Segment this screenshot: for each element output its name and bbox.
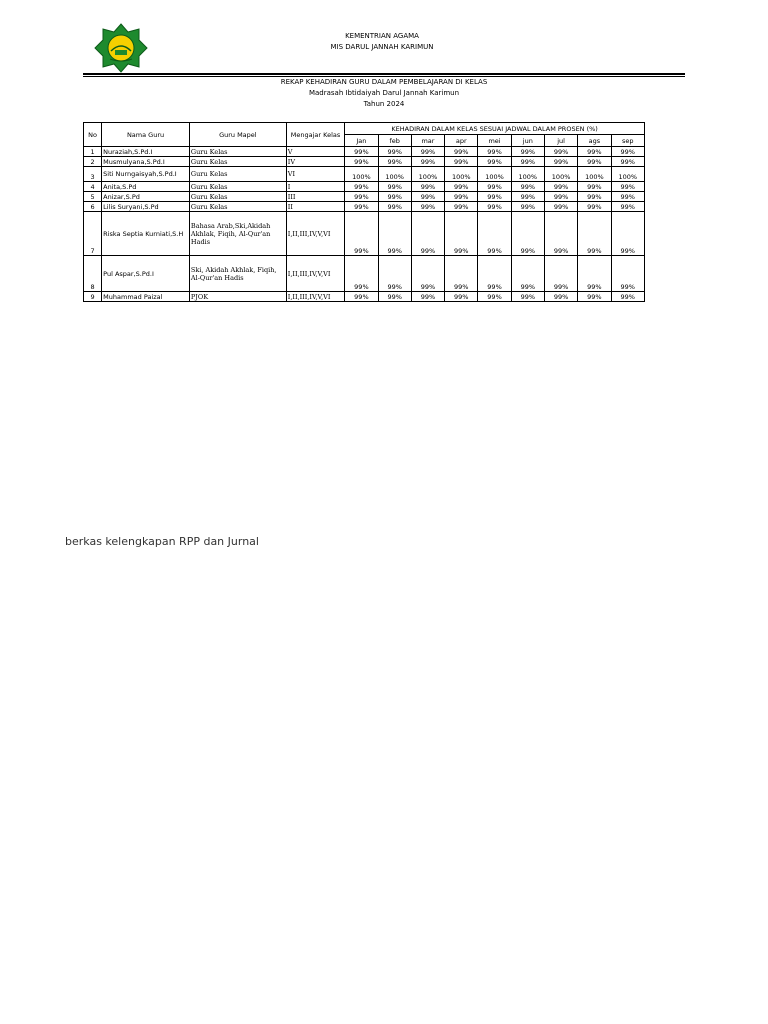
attendance-percent: 99%: [544, 202, 577, 212]
document-year: Tahun 2024: [363, 100, 405, 108]
attendance-percent: 99%: [511, 256, 544, 292]
teacher-name: Anizar,S.Pd: [102, 192, 190, 202]
row-number: 5: [84, 192, 102, 202]
attendance-percent: 99%: [578, 192, 611, 202]
attendance-percent: 99%: [378, 147, 411, 157]
attendance-percent: 99%: [578, 157, 611, 167]
table-row: [84, 147, 645, 157]
teacher-name: Lilis Suryani,S.Pd: [102, 202, 190, 212]
attendance-percent: 99%: [411, 256, 444, 292]
table-row: [84, 212, 645, 256]
attendance-percent: 99%: [345, 292, 378, 302]
teacher-subject: PJOK: [189, 292, 286, 302]
teacher-name: Pul Aspar,S.Pd.I: [102, 256, 190, 292]
attendance-percent: 99%: [378, 192, 411, 202]
attendance-percent: 99%: [345, 192, 378, 202]
attendance-percent: 99%: [478, 157, 511, 167]
attendance-percent: 99%: [544, 147, 577, 157]
attendance-percent: 99%: [611, 202, 644, 212]
attendance-percent: 99%: [544, 157, 577, 167]
teacher-name: Nuraziah,S.Pd.I: [102, 147, 190, 157]
teacher-subject: Ski, Akidah Akhlak, Fiqih, Al-Qur'an Hadis: [189, 256, 286, 292]
teacher-subject: Guru Kelas: [189, 182, 286, 192]
month-header: feb: [378, 135, 411, 147]
attendance-percent: 99%: [411, 157, 444, 167]
attendance-percent: 99%: [511, 182, 544, 192]
attendance-percent: 99%: [378, 256, 411, 292]
month-header: Jan: [345, 135, 378, 147]
attendance-percent: 99%: [611, 256, 644, 292]
attendance-percent: 100%: [578, 167, 611, 182]
table-row: [84, 192, 645, 202]
table-row: [84, 256, 645, 292]
month-header: jun: [511, 135, 544, 147]
table-row: [84, 182, 645, 192]
attendance-percent: 99%: [578, 212, 611, 256]
attendance-percent: 99%: [345, 182, 378, 192]
attendance-percent: 99%: [478, 182, 511, 192]
attendance-percent: 100%: [445, 167, 478, 182]
attendance-percent: 99%: [544, 256, 577, 292]
teacher-subject: Guru Kelas: [189, 167, 286, 182]
attendance-percent: 99%: [345, 157, 378, 167]
attendance-percent: 99%: [478, 212, 511, 256]
teacher-name: Anita,S.Pd: [102, 182, 190, 192]
col-header-nama: Nama Guru: [102, 123, 190, 147]
teacher-name: Muhammad Paizal: [102, 292, 190, 302]
teacher-subject: Bahasa Arab,Ski,Akidah Akhlak, Fiqih, Al-Qur'an Hadis: [189, 212, 286, 256]
attendance-percent: 99%: [411, 147, 444, 157]
attendance-percent: 100%: [378, 167, 411, 182]
attendance-percent: 99%: [578, 256, 611, 292]
attendance-percent: 99%: [478, 292, 511, 302]
attendance-percent: 99%: [411, 182, 444, 192]
attendance-percent: 99%: [511, 192, 544, 202]
attendance-percent: 99%: [411, 212, 444, 256]
header-rule: [83, 73, 685, 75]
attendance-percent: 100%: [345, 167, 378, 182]
attendance-percent: 99%: [578, 292, 611, 302]
teacher-classes: VI: [286, 167, 345, 182]
table-row: [84, 292, 645, 302]
teacher-name: Musmulyana,S.Pd.I: [102, 157, 190, 167]
attendance-percent: 99%: [378, 202, 411, 212]
attendance-percent: 99%: [578, 147, 611, 157]
row-number: 1: [84, 147, 102, 157]
teacher-subject: Guru Kelas: [189, 147, 286, 157]
attendance-percent: 99%: [445, 182, 478, 192]
attendance-percent: 99%: [445, 192, 478, 202]
teacher-name: Riska Septia Kurniati,S.H: [102, 212, 190, 256]
attendance-percent: 99%: [611, 292, 644, 302]
table-row: [84, 157, 645, 167]
teacher-classes: I: [286, 182, 345, 192]
attendance-percent: 99%: [411, 202, 444, 212]
attendance-percent: 99%: [445, 212, 478, 256]
col-header-kelas: Mengajar Kelas: [286, 123, 345, 147]
attendance-table: [83, 122, 645, 302]
teacher-subject: Guru Kelas: [189, 192, 286, 202]
row-number: 3: [84, 167, 102, 182]
row-number: 7: [84, 212, 102, 256]
attendance-percent: 99%: [478, 256, 511, 292]
attendance-percent: 100%: [511, 167, 544, 182]
attendance-percent: 99%: [445, 202, 478, 212]
attendance-percent: 99%: [445, 256, 478, 292]
attendance-percent: 99%: [478, 192, 511, 202]
attendance-percent: 100%: [544, 167, 577, 182]
kemenag-emblem-icon: [94, 23, 148, 73]
attendance-percent: 99%: [611, 192, 644, 202]
teacher-classes: II: [286, 202, 345, 212]
attendance-percent: 99%: [378, 182, 411, 192]
month-header: jul: [544, 135, 577, 147]
attendance-percent: 99%: [478, 147, 511, 157]
attendance-percent: 99%: [611, 212, 644, 256]
attendance-percent: 99%: [544, 192, 577, 202]
attendance-percent: 99%: [445, 147, 478, 157]
attendance-percent: 99%: [544, 212, 577, 256]
footer-note: berkas kelengkapan RPP dan Jurnal: [65, 535, 259, 548]
month-header: mei: [478, 135, 511, 147]
teacher-classes: V: [286, 147, 345, 157]
attendance-percent: 99%: [611, 182, 644, 192]
attendance-percent: 99%: [511, 157, 544, 167]
document-title: REKAP KEHADIRAN GURU DALAM PEMBELAJARAN DI KELAS: [280, 78, 488, 86]
attendance-percent: 99%: [345, 147, 378, 157]
attendance-percent: 99%: [511, 202, 544, 212]
teacher-classes: III: [286, 192, 345, 202]
document-subtitle: Madrasah Ibtidaiyah Darul Jannah Karimun: [308, 89, 460, 97]
row-number: 4: [84, 182, 102, 192]
teacher-name: Siti Nurngaisyah,S.Pd.I: [102, 167, 190, 182]
attendance-percent: 99%: [544, 182, 577, 192]
attendance-percent: 99%: [445, 157, 478, 167]
attendance-percent: 99%: [511, 212, 544, 256]
attendance-percent: 99%: [345, 202, 378, 212]
row-number: 6: [84, 202, 102, 212]
header-ministry: KEMENTRIAN AGAMA: [345, 32, 419, 40]
header-school: MIS DARUL JANNAH KARIMUN: [330, 43, 434, 51]
attendance-percent: 99%: [345, 256, 378, 292]
attendance-percent: 99%: [478, 202, 511, 212]
row-number: 9: [84, 292, 102, 302]
month-header: ags: [578, 135, 611, 147]
table-body: [84, 147, 645, 302]
col-header-mapel: Guru Mapel: [189, 123, 286, 147]
col-header-no: No: [84, 123, 102, 147]
month-header: mar: [411, 135, 444, 147]
row-number: 8: [84, 256, 102, 292]
table-row: [84, 202, 645, 212]
month-header: sep: [611, 135, 644, 147]
teacher-classes: IV: [286, 157, 345, 167]
attendance-percent: 99%: [445, 292, 478, 302]
attendance-percent: 99%: [544, 292, 577, 302]
attendance-percent: 100%: [411, 167, 444, 182]
teacher-classes: I,II,III,IV,V,VI: [286, 256, 345, 292]
attendance-percent: 99%: [511, 147, 544, 157]
attendance-percent: 99%: [611, 147, 644, 157]
attendance-percent: 100%: [478, 167, 511, 182]
teacher-classes: I,II,III,IV,V,VI: [286, 212, 345, 256]
attendance-percent: 99%: [411, 192, 444, 202]
attendance-percent: 99%: [411, 292, 444, 302]
attendance-percent: 99%: [578, 202, 611, 212]
table-row: [84, 167, 645, 182]
attendance-percent: 99%: [378, 292, 411, 302]
row-number: 2: [84, 157, 102, 167]
teacher-classes: I,II,III,IV,V,VI: [286, 292, 345, 302]
attendance-percent: 99%: [611, 157, 644, 167]
teacher-subject: Guru Kelas: [189, 202, 286, 212]
attendance-percent: 99%: [345, 212, 378, 256]
attendance-percent: 99%: [578, 182, 611, 192]
month-header: apr: [445, 135, 478, 147]
attendance-percent: 99%: [378, 157, 411, 167]
attendance-percent: 99%: [511, 292, 544, 302]
attendance-percent: 99%: [378, 212, 411, 256]
col-header-kehadiran: KEHADIRAN DALAM KELAS SESUAI JADWAL DALAM PROSEN (%): [345, 123, 645, 135]
attendance-percent: 100%: [611, 167, 644, 182]
teacher-subject: Guru Kelas: [189, 157, 286, 167]
